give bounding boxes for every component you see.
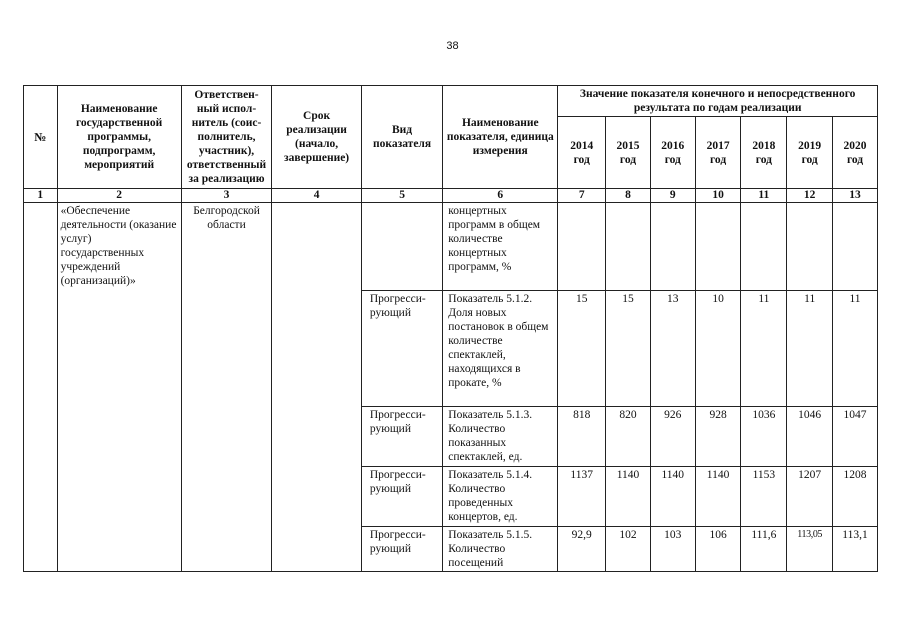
header-year-2016: [650, 117, 695, 189]
header-year-unit: год: [801, 153, 818, 166]
indicator-name-cell: концертных программ в общем количестве концертных программ, %: [443, 203, 558, 291]
header-year-2019: [787, 117, 833, 189]
header-program-name: Наименование государственной программы, подпрограмм, мероприятий: [57, 86, 181, 189]
value-cell-2018: 111,6: [741, 527, 787, 572]
indicator-kind-cell: Прогресси-рующий: [361, 291, 442, 407]
indicator-name-cell: Показатель 5.1.2. Доля новых постановок в общем количестве спектаклей, находящихся в прокате, %: [443, 291, 558, 407]
header-year-value: 2017: [706, 139, 730, 152]
value-cell-2016: 103: [650, 527, 695, 572]
column-number: 12: [787, 189, 833, 203]
page-number: 38: [446, 40, 459, 52]
value-cell-2019: 11: [787, 291, 833, 407]
header-year-2020: [833, 117, 878, 189]
value-cell-2020: [833, 203, 878, 291]
header-year-unit: год: [755, 153, 772, 166]
column-number: 3: [181, 189, 272, 203]
value-cell-2017: 1140: [695, 467, 741, 527]
executor-cell: Белгородской области: [181, 203, 272, 572]
value-cell-2015: 1140: [606, 467, 651, 527]
value-cell-2015: 15: [606, 291, 651, 407]
header-year-value: 2016: [661, 139, 685, 152]
column-number: 8: [606, 189, 651, 203]
value-cell-2014: 92,9: [558, 527, 606, 572]
value-cell-2014: [558, 203, 606, 291]
value-cell-2018: 1036: [741, 407, 787, 467]
header-year-unit: год: [846, 153, 864, 166]
value-cell-2014: 1137: [558, 467, 606, 527]
row-number-cell: [24, 203, 58, 572]
column-number: 10: [695, 189, 741, 203]
header-year-value: 2018: [752, 139, 776, 152]
column-number: 4: [272, 189, 362, 203]
header-row: [24, 86, 878, 117]
indicator-name-cell: Показатель 5.1.5. Количество посещений: [443, 527, 558, 572]
header-year-value: 2019: [798, 139, 822, 152]
value-cell-2017: 106: [695, 527, 741, 572]
value-cell-2016: 13: [650, 291, 695, 407]
table-row: [24, 203, 878, 291]
program-name-cell: «Обеспечение деятельности (оказание услуг) государственных учреждений (организаций)»: [57, 203, 181, 572]
column-number: 6: [443, 189, 558, 203]
column-number: 9: [650, 189, 695, 203]
indicators-table: [23, 85, 878, 572]
indicator-kind-cell: Прогресси-рующий: [361, 527, 442, 572]
value-cell-2016: [650, 203, 695, 291]
value-cell-2020: 1208: [833, 467, 878, 527]
column-number: 1: [24, 189, 58, 203]
value-cell-2019: [787, 203, 833, 291]
value-cell-2019: 1207: [787, 467, 833, 527]
indicator-kind-cell: Прогресси-рующий: [361, 407, 442, 467]
value-cell-2015: [606, 203, 651, 291]
value-cell-2020: 1047: [833, 407, 878, 467]
indicator-kind-cell: Прогресси-рующий: [361, 467, 442, 527]
value-cell-2018: 11: [741, 291, 787, 407]
value-cell-2014: 15: [558, 291, 606, 407]
header-indicator-name: Наименование показателя, единица измерения: [443, 86, 558, 189]
header-year-value: 2020: [843, 139, 867, 152]
header-year-2017: [695, 117, 741, 189]
value-cell-2016: 1140: [650, 467, 695, 527]
header-number: №: [24, 86, 58, 189]
indicator-name-cell: Показатель 5.1.3. Количество показанных спектаклей, ед.: [443, 407, 558, 467]
header-year-unit: год: [709, 153, 727, 166]
value-cell-2018: [741, 203, 787, 291]
column-number: 5: [361, 189, 442, 203]
header-year-unit: год: [619, 153, 637, 166]
column-number: 7: [558, 189, 606, 203]
header-executor: Ответствен-ный испол-нитель (соис-полнитель, участник), ответственный за реализацию: [181, 86, 272, 189]
value-cell-2016: 926: [650, 407, 695, 467]
value-cell-2017: [695, 203, 741, 291]
value-cell-2020: 11: [833, 291, 878, 407]
header-values-group: Значение показателя конечного и непосредственного результата по годам реализации: [558, 86, 878, 117]
indicator-kind-cell: [361, 203, 442, 291]
value-cell-2015: 820: [606, 407, 651, 467]
header-year-2014: [558, 117, 606, 189]
period-cell: [272, 203, 362, 572]
header-year-2015: [606, 117, 651, 189]
column-number: 13: [833, 189, 878, 203]
value-cell-2020: 113,1: [833, 527, 878, 572]
header-year-2018: [741, 117, 787, 189]
value-cell-2017: 10: [695, 291, 741, 407]
value-cell-2019: 113,05: [787, 527, 833, 572]
header-year-unit: год: [573, 153, 590, 166]
value-cell-2019: 1046: [787, 407, 833, 467]
header-year-unit: год: [664, 153, 681, 166]
header-period: Срок реализации (начало, завершение): [272, 86, 362, 189]
value-cell-2014: 818: [558, 407, 606, 467]
value-cell-2017: 928: [695, 407, 741, 467]
header-indicator-kind: Вид показателя: [361, 86, 442, 189]
header-year-value: 2014: [570, 139, 594, 152]
value-cell-2015: 102: [606, 527, 651, 572]
value-cell-2018: 1153: [741, 467, 787, 527]
column-number: 2: [57, 189, 181, 203]
header-year-value: 2015: [616, 139, 640, 152]
column-number: 11: [741, 189, 787, 203]
column-numbers-row: [24, 189, 878, 203]
indicator-name-cell: Показатель 5.1.4. Количество проведенных концертов, ед.: [443, 467, 558, 527]
